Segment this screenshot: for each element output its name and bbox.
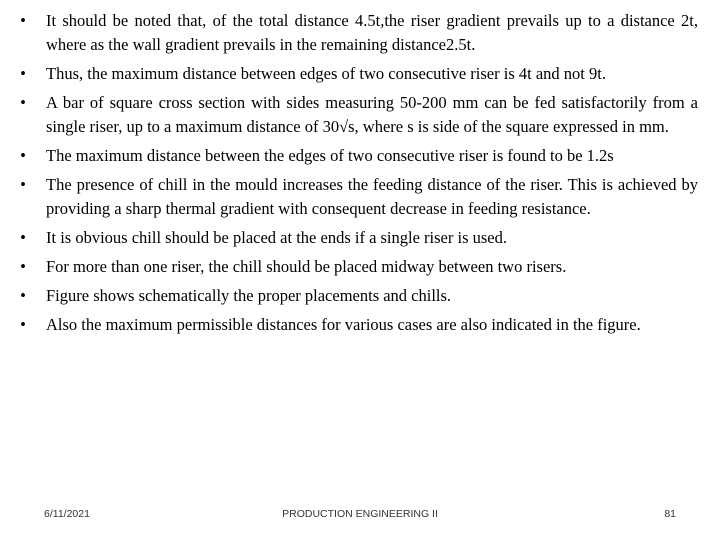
bullet-item: • Figure shows schematically the proper placements and chills. [16, 284, 698, 308]
footer-date: 6/11/2021 [44, 508, 90, 520]
bullet-item: • The presence of chill in the mould increases the feeding distance of the riser. This is achieved by providing a sharp thermal gradient with consequent decrease in feeding resistance. [16, 173, 698, 221]
footer-page-number: 81 [664, 508, 676, 520]
bullet-list [16, 9, 698, 342]
bullet-item: • Also the maximum permissible distances for various cases are also indicated in the figure. [16, 313, 698, 337]
bullet-item: • It is obvious chill should be placed at the ends if a single riser is used. [16, 226, 698, 250]
footer-title: PRODUCTION ENGINEERING II [282, 508, 438, 520]
bullet-item: • A bar of square cross section with sides measuring 50-200 mm can be fed satisfactorily from a single riser, up to a maximum distance of 30√s, where s is side of the square expressed in mm. [16, 91, 698, 139]
bullet-item: • The maximum distance between the edges of two consecutive riser is found to be 1.2s [16, 144, 698, 168]
bullet-item: • For more than one riser, the chill should be placed midway between two risers. [16, 255, 698, 279]
bullet-item: • It should be noted that, of the total distance 4.5t,the riser gradient prevails up to a distance 2t, where as the wall gradient prevails in the remaining distance2.5t. [16, 9, 698, 57]
bullet-item: • Thus, the maximum distance between edges of two consecutive riser is 4t and not 9t. [16, 62, 698, 86]
